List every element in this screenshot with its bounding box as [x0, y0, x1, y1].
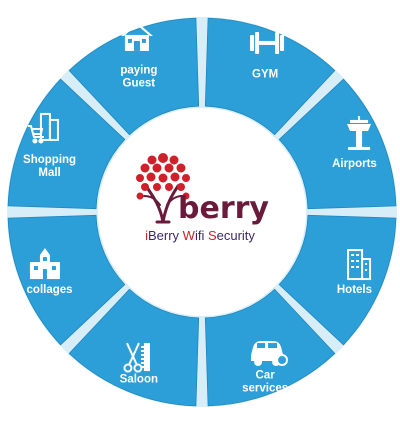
segment-label: services: [242, 382, 289, 395]
tagline-part: ifi: [194, 228, 208, 243]
tagline-part: Berry: [147, 228, 183, 243]
segment-label: Saloon: [119, 373, 159, 386]
segment-label: Guest: [122, 77, 156, 90]
tagline-part: S: [207, 228, 217, 243]
tagline-part: W: [182, 228, 195, 243]
logo-wordmark: berry: [178, 191, 269, 226]
segment-label: Shopping: [23, 153, 77, 166]
segment-label: GYM: [252, 68, 279, 81]
segment-label: Airports: [332, 157, 377, 170]
segment-label: Hotels: [336, 284, 373, 297]
segment-label: paying: [120, 64, 158, 77]
segment-label: Car: [255, 369, 275, 382]
tagline: [145, 228, 255, 243]
tagline-part: ecurity: [216, 228, 255, 243]
segment-label: Mall: [38, 166, 61, 179]
segment-label: collages: [26, 284, 73, 297]
tagline-part: i: [145, 228, 148, 243]
